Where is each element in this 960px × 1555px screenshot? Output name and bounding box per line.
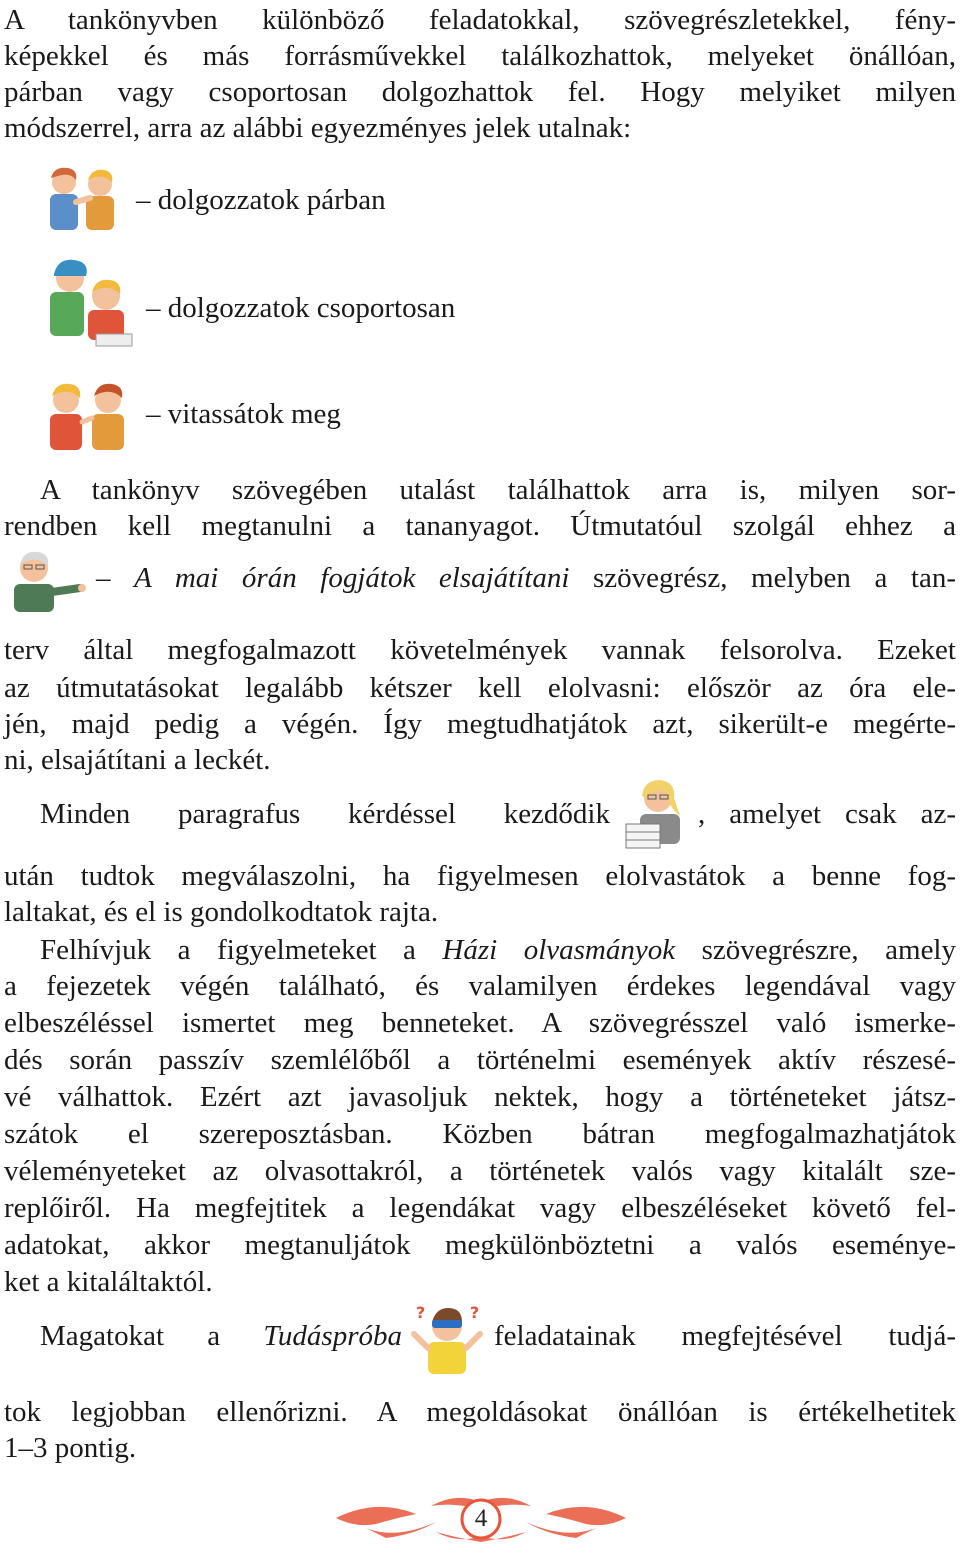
para2-line-6: jén, majd pedig a végén. Így megtudhatjátok azt, sikerült-e megérte- <box>4 708 956 740</box>
legend-label-debate: – vitassátok meg <box>146 398 341 430</box>
para4-line-2: a fejezetek végén található, és valamilyen érdekes legendával vagy <box>4 970 956 1002</box>
para4-line-1-suffix: szövegrészre, amely <box>675 934 956 966</box>
question-reader-icon <box>618 776 694 854</box>
tudasproba-title: Tudáspróba <box>263 1320 402 1352</box>
intro-line-3: párban vagy csoportosan dolgozhattok fel. Hogy melyiket milyen <box>4 76 956 108</box>
mai-oran-title: A mai órán fogjátok elsajátítani <box>134 562 570 594</box>
para4-line-1-prefix: Felhívjuk a figyelmeteket a <box>40 934 443 966</box>
para3-line-2: után tudtok megválaszolni, ha figyelmesen elolvastátok a benne fog- <box>4 860 956 892</box>
para2-line-5: az útmutatásokat legalább kétszer kell elolvasni: először az óra ele- <box>4 672 956 704</box>
knowledge-test-icon <box>406 1300 488 1378</box>
teacher-pointing-icon <box>6 548 88 614</box>
para2-line-3-prefix: – <box>96 562 135 594</box>
para4-line-10: ket a kitaláltaktól. <box>4 1266 213 1298</box>
page-number: 4 <box>474 1505 488 1532</box>
intro-line-4: módszerrel, arra az alábbi egyezményes jelek utalnak: <box>4 112 632 144</box>
svg-text:?: ? <box>470 1303 480 1322</box>
intro-line-2: képekkel és más forrásművekkel találkozhattok, melyeket önállóan, <box>4 40 956 72</box>
para5-line-1-suffix: feladatainak megfejtésével tudjá- <box>494 1320 956 1352</box>
para3-line-3: laltakat, és el is gondolkodtatok rajta. <box>4 896 439 928</box>
para5-line-1-left <box>40 1318 402 1354</box>
para4-line-7: véleményeteket az olvasottakról, a történetek valós vagy kitalált sze- <box>4 1155 956 1187</box>
legend-label-group: – dolgozzatok csoportosan <box>146 292 456 324</box>
group-work-icon <box>40 256 136 348</box>
para2-line-3-suffix: szövegrész, melyben a tan- <box>569 562 956 594</box>
para5-line-2: tok legjobban ellenőrizni. A megoldásokat önállóan is értékelhetitek <box>4 1396 956 1428</box>
pair-work-icon <box>40 162 124 232</box>
debate-icon <box>40 378 136 454</box>
para2-line-3 <box>96 560 956 596</box>
para3-line-1b: , amelyet csak az- <box>698 798 956 830</box>
para2-line-4: terv által megfogalmazott követelmények vannak felsorolva. Ezeket <box>4 634 956 666</box>
para4-line-1 <box>40 932 956 968</box>
svg-text:?: ? <box>416 1303 426 1322</box>
para4-line-6: szátok el szereposztásban. Közben bátran megfogalmazhatjátok <box>4 1118 956 1150</box>
para4-line-8: replőiről. Ha megfejtitek a legendákat vagy elbeszéléseket követő fel- <box>4 1192 956 1224</box>
para2-line-2: rendben kell megtanulni a tananyagot. Útmutatóul szolgál ehhez a <box>4 510 956 542</box>
para2-line-1: A tankönyv szövegében utalást találhattok arra is, milyen sor- <box>40 474 956 506</box>
para5-line-3: 1–3 pontig. <box>4 1432 137 1464</box>
para5-line-1-prefix: Magatokat a <box>40 1320 264 1352</box>
para4-line-3: elbeszéléssel ismertet meg benneteket. A szövegrésszel való ismerke- <box>4 1007 956 1039</box>
para3-line-1a: Minden paragrafus kérdéssel kezdődik <box>40 798 610 830</box>
legend-label-pair: – dolgozzatok párban <box>136 184 386 216</box>
para4-line-9: adatokat, akkor megtanuljátok megkülönböztetni a valós eseménye- <box>4 1229 956 1261</box>
para4-line-4: dés során passzív szemlélőből a történelmi események aktív részesé- <box>4 1044 956 1076</box>
intro-line-1: A tankönyvben különböző feladatokkal, szövegrészletekkel, fény- <box>4 4 956 36</box>
para2-line-7: ni, elsajátítani a leckét. <box>4 744 271 776</box>
hazi-olvasmanyok-title: Házi olvasmányok <box>442 934 676 966</box>
para4-line-5: vé válhattok. Ezért azt javasoljuk nektek, hogy a történeteket játsz- <box>4 1081 956 1113</box>
